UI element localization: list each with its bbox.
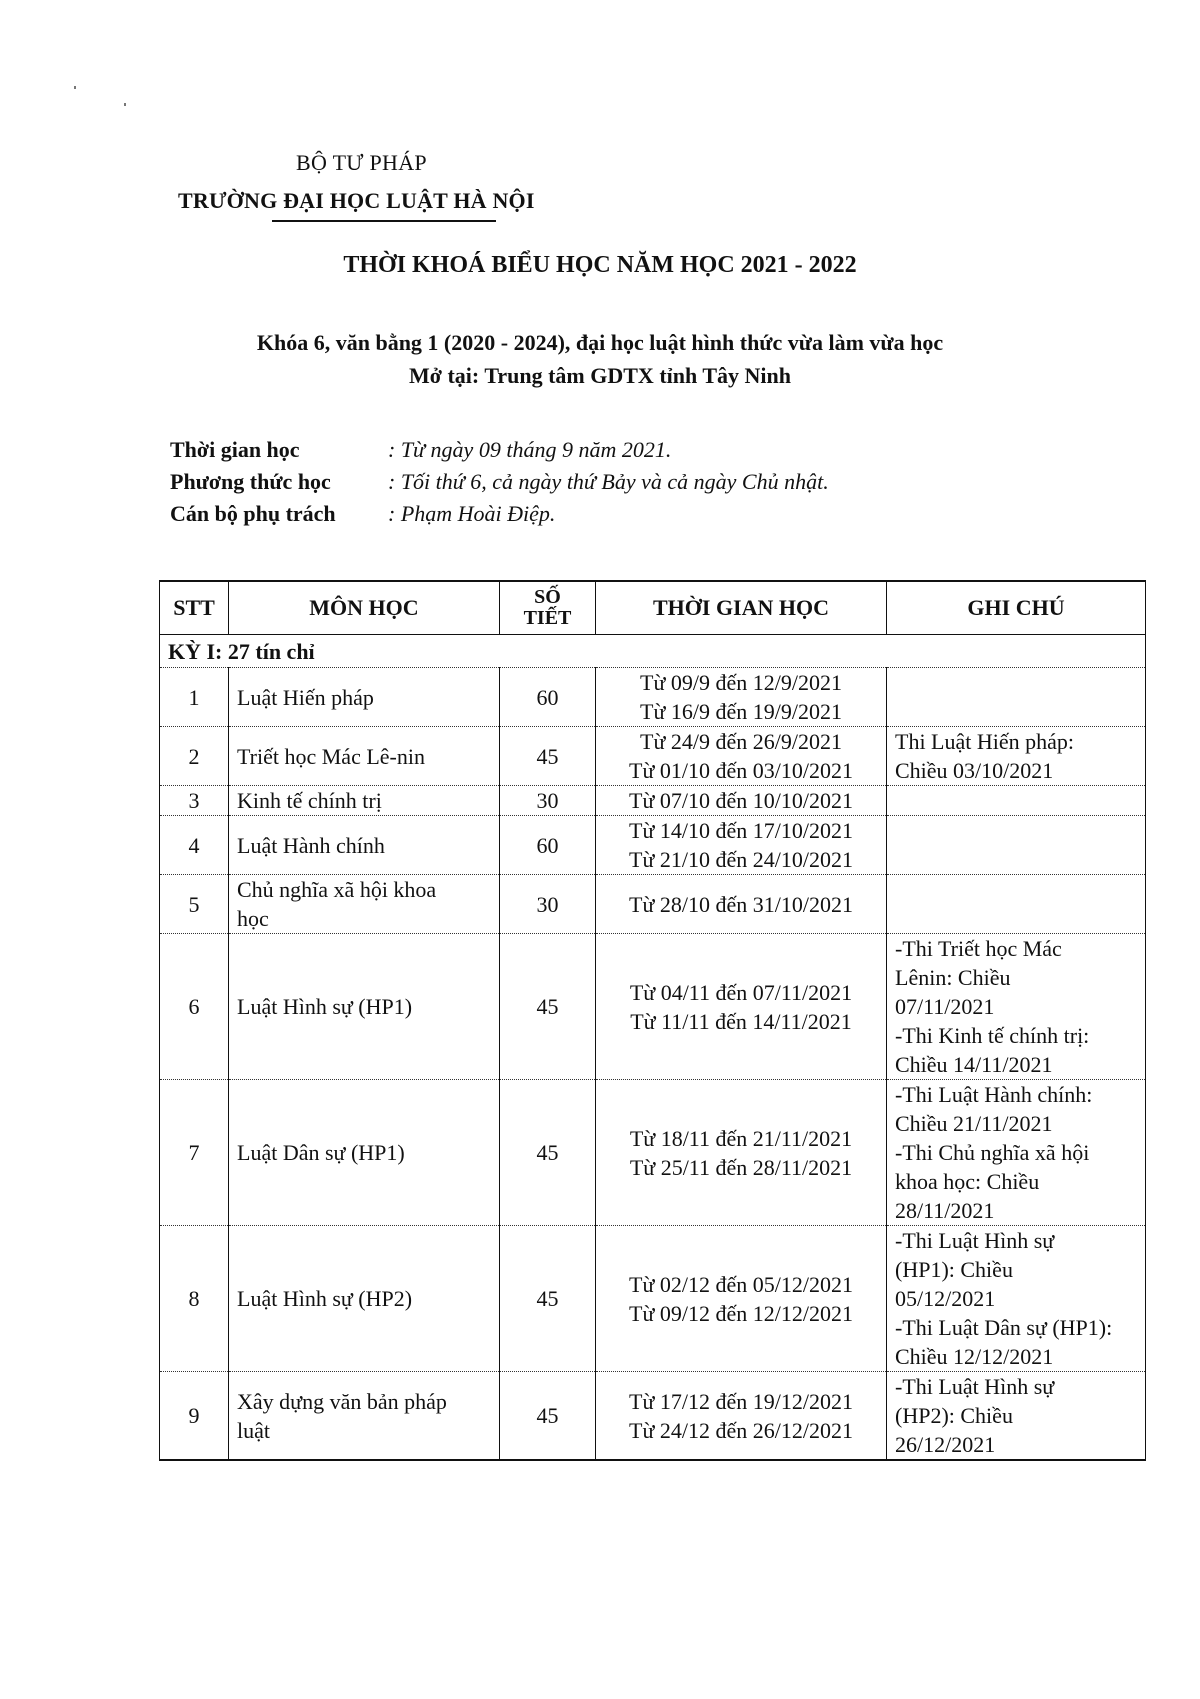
schedule-line: Từ 07/10 đến 10/10/2021	[629, 788, 853, 813]
cell-subject	[229, 816, 500, 875]
cell-subject	[229, 1080, 500, 1226]
schedule-line: Từ 17/12 đến 19/12/2021	[629, 1388, 853, 1414]
note-line: Chiều 03/10/2021	[895, 758, 1054, 783]
cell-note	[887, 816, 1146, 875]
cell-subject	[229, 668, 500, 727]
info-value: : Từ ngày 09 tháng 9 năm 2021.	[388, 437, 672, 462]
cell-schedule	[596, 786, 887, 816]
info-label: Cán bộ phụ trách	[170, 501, 336, 526]
cell-stt: 9	[160, 1372, 229, 1461]
cell-subject	[229, 875, 500, 934]
header-subject: MÔN HỌC	[229, 581, 500, 635]
subject-line: Luật Hình sự (HP2)	[237, 1286, 413, 1311]
info-row-staff	[170, 501, 829, 533]
cell-periods: 45	[500, 1226, 596, 1372]
info-value: : Tối thứ 6, cả ngày thứ Bảy và cả ngày Chủ nhật.	[388, 469, 829, 494]
note-line: Chiều 12/12/2021	[895, 1344, 1054, 1369]
cell-stt: 6	[160, 934, 229, 1080]
info-label: Phương thức học	[170, 469, 331, 494]
cell-periods: 30	[500, 786, 596, 816]
subject-line: Kinh tế chính trị	[237, 788, 382, 813]
subject-line: Luật Dân sự (HP1)	[237, 1140, 405, 1165]
note-line: (HP2): Chiều	[895, 1403, 1013, 1428]
note-line: Chiều 14/11/2021	[895, 1052, 1053, 1077]
note-line: -Thi Luật Dân sự (HP1):	[895, 1315, 1113, 1340]
cell-schedule	[596, 816, 887, 875]
table-row	[160, 934, 1146, 1080]
schedule-line: Từ 04/11 đến 07/11/2021	[629, 979, 853, 1005]
cell-subject	[229, 1226, 500, 1372]
subject-line: Triết học Mác Lê-nin	[237, 743, 425, 769]
table-row	[160, 786, 1146, 816]
scan-speck	[124, 103, 126, 106]
header-periods-bottom: TIẾT	[523, 607, 572, 629]
cell-stt: 8	[160, 1226, 229, 1372]
cell-subject	[229, 934, 500, 1080]
note-line: 07/11/2021	[895, 994, 995, 1019]
cell-stt: 4	[160, 816, 229, 875]
info-label: Thời gian học	[170, 437, 300, 462]
table-row	[160, 875, 1146, 934]
note-line: -Thi Luật Hành chính:	[895, 1082, 1093, 1107]
cell-periods: 30	[500, 875, 596, 934]
schedule-line: Từ 16/9 đến 19/9/2021	[640, 699, 842, 724]
schedule-line: Từ 11/11 đến 14/11/2021	[630, 1008, 852, 1034]
cell-schedule	[596, 1372, 887, 1461]
subject-line: Chủ nghĩa xã hội khoa	[237, 877, 437, 902]
cell-note	[887, 875, 1146, 934]
schedule-line: Từ 18/11 đến 21/11/2021	[629, 1125, 853, 1151]
cell-schedule	[596, 668, 887, 727]
note-line: -Thi Chủ nghĩa xã hội	[895, 1140, 1090, 1165]
document-title: THỜI KHOÁ BIỂU HỌC NĂM HỌC 2021 - 2022	[343, 252, 857, 278]
cell-periods: 45	[500, 727, 596, 786]
schedule-line: Từ 25/11 đến 28/11/2021	[629, 1154, 853, 1180]
location-subtitle: Mở tại: Trung tâm GDTX tỉnh Tây Ninh	[409, 363, 791, 388]
schedule-line: Từ 09/12 đến 12/12/2021	[629, 1300, 853, 1326]
cell-note	[887, 1226, 1146, 1372]
semester-row	[160, 635, 1146, 668]
cell-schedule	[596, 1226, 887, 1372]
schedule-line: Từ 24/9 đến 26/9/2021	[640, 729, 842, 754]
note-line: Thi Luật Hiến pháp:	[895, 729, 1075, 754]
note-line: -Thi Luật Hình sự	[895, 1374, 1055, 1399]
cell-periods: 60	[500, 816, 596, 875]
ministry-name: BỘ TƯ PHÁP	[296, 150, 427, 175]
info-block	[170, 437, 829, 533]
schedule-line: Từ 24/12 đến 26/12/2021	[629, 1417, 853, 1443]
school-name: TRƯỜNG ĐẠI HỌC LUẬT HÀ NỘI	[178, 188, 535, 213]
schedule-line: Từ 21/10 đến 24/10/2021	[629, 847, 853, 872]
header-note: GHI CHÚ	[887, 581, 1146, 635]
note-line: khoa học: Chiều	[895, 1169, 1040, 1194]
schedule-line: Từ 28/10 đến 31/10/2021	[629, 891, 853, 917]
schedule-line: Từ 09/9 đến 12/9/2021	[640, 670, 842, 695]
cell-note	[887, 1080, 1146, 1226]
scan-speck	[74, 86, 76, 89]
cell-periods: 60	[500, 668, 596, 727]
table-row	[160, 668, 1146, 727]
note-line: -Thi Triết học Mác	[895, 936, 1062, 961]
schedule-line: Từ 01/10 đến 03/10/2021	[629, 758, 853, 783]
info-row-time	[170, 437, 829, 469]
cell-periods: 45	[500, 934, 596, 1080]
cell-note	[887, 1372, 1146, 1461]
subject-line: Luật Hình sự (HP1)	[237, 994, 413, 1019]
subject-line: luật	[237, 1417, 270, 1443]
cell-periods: 45	[500, 1372, 596, 1461]
cell-schedule	[596, 934, 887, 1080]
header-periods	[500, 581, 596, 635]
note-line: -Thi Luật Hình sự	[895, 1228, 1055, 1253]
cell-stt: 2	[160, 727, 229, 786]
cell-schedule	[596, 727, 887, 786]
info-row-method	[170, 469, 829, 501]
schedule-line: Từ 02/12 đến 05/12/2021	[629, 1271, 853, 1297]
note-line: -Thi Kinh tế chính trị:	[895, 1023, 1090, 1048]
cell-note	[887, 934, 1146, 1080]
note-line: Chiều 21/11/2021	[895, 1111, 1053, 1136]
cell-subject	[229, 727, 500, 786]
cell-stt: 5	[160, 875, 229, 934]
note-line: 28/11/2021	[895, 1198, 995, 1223]
header-schedule: THỜI GIAN HỌC	[596, 581, 887, 635]
cell-note	[887, 727, 1146, 786]
table-row	[160, 1372, 1146, 1461]
schedule-line: Từ 14/10 đến 17/10/2021	[629, 818, 853, 843]
header-stt: STT	[160, 581, 229, 635]
note-line: (HP1): Chiều	[895, 1257, 1013, 1282]
cell-note	[887, 668, 1146, 727]
cell-schedule	[596, 1080, 887, 1226]
table-row	[160, 727, 1146, 786]
table-row	[160, 1226, 1146, 1372]
schedule-table	[159, 580, 1146, 1461]
course-subtitle: Khóa 6, văn bằng 1 (2020 - 2024), đại học luật hình thức vừa làm vừa học	[256, 330, 944, 355]
subject-line: Xây dựng văn bản pháp	[237, 1388, 447, 1414]
note-line: 26/12/2021	[895, 1432, 996, 1457]
school-underline	[272, 220, 496, 222]
cell-schedule	[596, 875, 887, 934]
cell-stt: 3	[160, 786, 229, 816]
table-header-row	[160, 581, 1146, 635]
cell-periods: 45	[500, 1080, 596, 1226]
note-line: Lênin: Chiều	[895, 965, 1011, 990]
table-row	[160, 1080, 1146, 1226]
header-periods-top: SỐ	[534, 586, 561, 608]
subject-line: Luật Hiến pháp	[237, 684, 374, 710]
cell-note	[887, 786, 1146, 816]
info-value: : Phạm Hoài Điệp.	[388, 501, 556, 526]
cell-subject	[229, 786, 500, 816]
subject-line: học	[237, 906, 269, 931]
subject-line: Luật Hành chính	[237, 832, 385, 858]
note-line: 05/12/2021	[895, 1286, 996, 1311]
cell-stt: 1	[160, 668, 229, 727]
semester-label: KỲ I: 27 tín chỉ	[160, 635, 1146, 668]
cell-stt: 7	[160, 1080, 229, 1226]
cell-subject	[229, 1372, 500, 1461]
table-row	[160, 816, 1146, 875]
